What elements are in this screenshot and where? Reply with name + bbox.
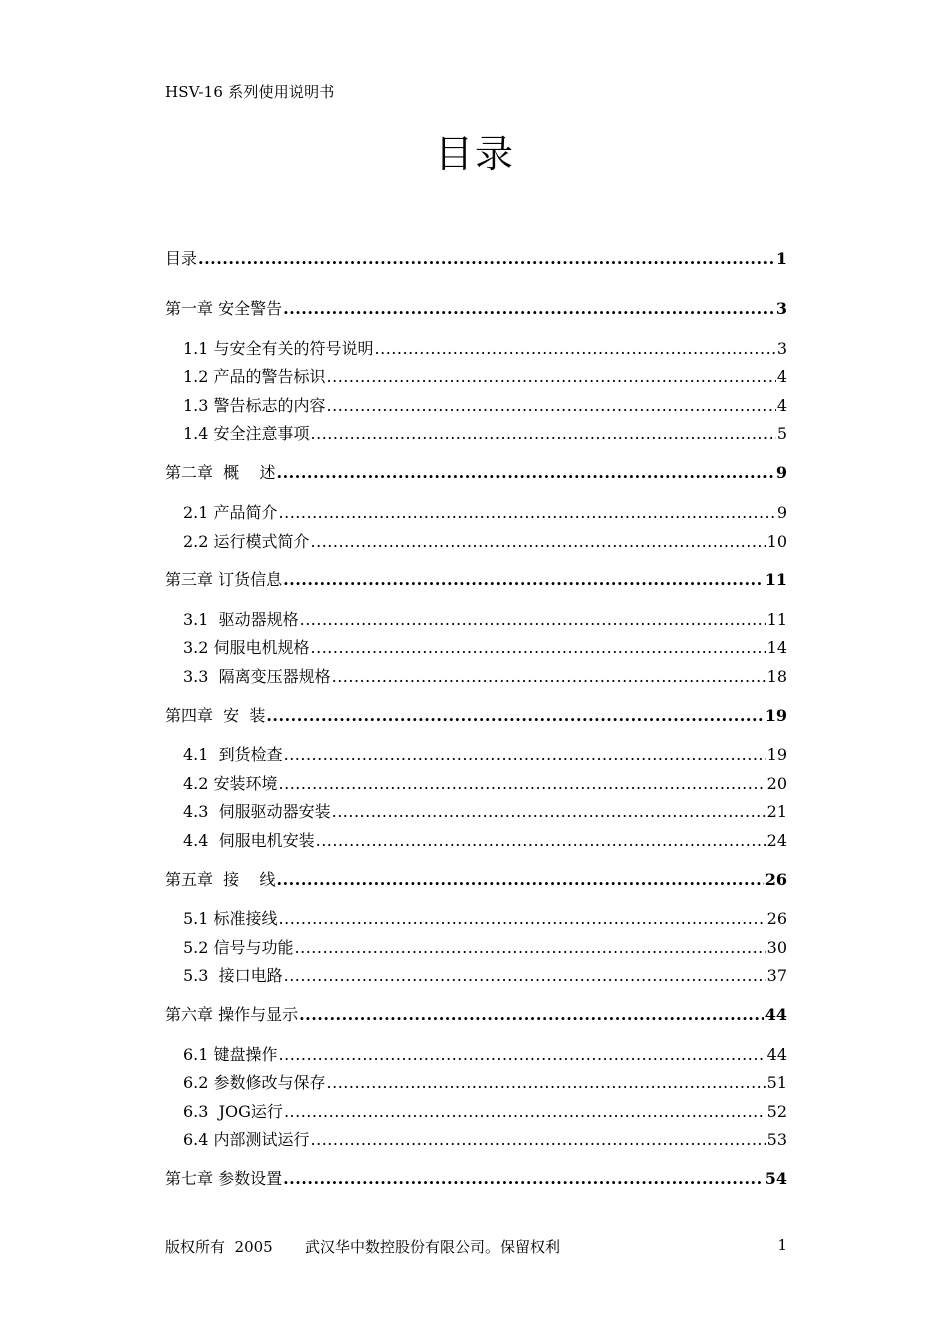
toc-entry-label: 4.2 安装环境 [183,774,278,793]
toc-entry-label: 第七章 参数设置 [165,1169,283,1188]
toc-entry-section-4-1[interactable] [183,742,787,765]
toc-entry-section-5-2[interactable] [183,935,787,958]
toc-entry-label: 5.3 接口电路 [183,966,283,985]
toc-entry-chapter-5[interactable] [165,867,787,890]
toc-entry-label: 目录 [165,249,198,268]
toc-leader-dots [279,503,776,522]
toc-entry-page: 51 [766,1073,787,1092]
toc-entry-label: 6.4 内部测试运行 [183,1130,310,1149]
toc-entry-page: 19 [766,745,787,764]
toc-entry-page: 26 [766,909,787,928]
toc-entry-section-4-3[interactable] [183,799,787,822]
toc-entry-chapter-6[interactable] [165,1002,787,1025]
toc-entry-section-6-3[interactable] [183,1099,787,1122]
toc-entry-section-2-2[interactable] [183,529,787,552]
toc-entry-page: 37 [766,966,787,985]
toc-entry-page: 9 [775,463,787,482]
toc-entry-label: 1.1 与安全有关的符号说明 [183,339,374,358]
toc-entry-label: 第六章 操作与显示 [165,1005,299,1024]
toc-entry-section-6-2[interactable] [183,1070,787,1093]
toc-entry-page: 5 [776,424,787,443]
toc-entry-section-2-1[interactable] [183,500,787,523]
toc-entry-section-1-1[interactable] [183,336,787,359]
toc-leader-dots [279,909,766,928]
toc-entry-label: 4.3 伺服驱动器安装 [183,802,331,821]
toc-leader-dots [311,638,766,657]
toc-entry-page: 18 [766,667,787,686]
toc-entry-label: 2.1 产品简介 [183,503,278,522]
toc-entry-page: 26 [764,870,787,889]
toc-entry-label: 1.2 产品的警告标识 [183,367,326,386]
toc-leader-dots [295,938,766,957]
page-title: 目录 [434,132,515,176]
toc-leader-dots [284,1102,766,1121]
toc-entry-page: 3 [775,299,787,318]
toc-entry-label: 2.2 运行模式简介 [183,532,310,551]
toc-entry-label: 第二章 概 述 [165,463,276,482]
toc-leader-dots [311,532,766,551]
toc-leader-dots [327,367,776,386]
toc-entry-section-3-1[interactable] [183,607,787,630]
toc-leader-dots [283,570,764,589]
toc-entry-label: 1.4 安全注意事项 [183,424,310,443]
toc-entry-chapter-7[interactable] [165,1166,787,1189]
toc-entry-section-4-2[interactable] [183,771,787,794]
toc-entry-chapter-2[interactable] [165,460,787,483]
page-header: HSV-16 系列使用说明书 [165,83,335,101]
toc-leader-dots [332,802,766,821]
toc-entry-page: 19 [764,706,787,725]
toc-entry-label: 5.2 信号与功能 [183,938,294,957]
toc-leader-dots [283,1169,764,1188]
toc-leader-dots [198,249,775,268]
toc-entry-section-6-4[interactable] [183,1127,787,1150]
toc-entry-page: 44 [764,1005,787,1024]
toc-entry-label: 4.4 伺服电机安装 [183,831,315,850]
toc-entry-chapter-1[interactable] [165,296,787,319]
toc-entry-page: 10 [766,532,787,551]
toc-entry-section-1-2[interactable] [183,364,787,387]
toc-entry-label: 第一章 安全警告 [165,299,283,318]
toc-entry-page: 11 [766,610,787,629]
toc-leader-dots [277,463,775,482]
toc-leader-dots [299,1005,764,1024]
toc-leader-dots [266,706,763,725]
toc-entry-label: 4.1 到货检查 [183,745,283,764]
toc-entry-label: 6.3 JOG运行 [183,1102,283,1121]
toc-entry-section-1-3[interactable] [183,393,787,416]
toc-entry-page: 54 [764,1169,787,1188]
toc-entry-page: 4 [776,396,787,415]
toc-entry-section-5-3[interactable] [183,963,787,986]
toc-leader-dots [300,610,766,629]
toc-leader-dots [332,667,766,686]
toc-entry-label: 3.1 驱动器规格 [183,610,299,629]
toc-leader-dots [327,396,776,415]
toc-leader-dots [277,870,764,889]
toc-leader-dots [311,424,776,443]
toc-entry-contents[interactable] [165,246,787,269]
toc-entry-label: 第四章 安 装 [165,706,266,725]
toc-entry-label: 3.2 伺服电机规格 [183,638,310,657]
toc-entry-chapter-3[interactable] [165,567,787,590]
toc-entry-section-4-4[interactable] [183,828,787,851]
toc-entry-page: 24 [766,831,787,850]
toc-entry-section-3-2[interactable] [183,635,787,658]
toc-entry-section-5-1[interactable] [183,906,787,929]
toc-leader-dots [375,339,776,358]
toc-entry-page: 3 [776,339,787,358]
toc-leader-dots [279,1045,766,1064]
toc-entry-page: 53 [766,1130,787,1149]
toc-leader-dots [311,1130,766,1149]
toc-leader-dots [316,831,766,850]
toc-entry-page: 4 [776,367,787,386]
footer-company: 武汉华中数控股份有限公司。保留权利 [305,1238,561,1256]
toc-leader-dots [279,774,766,793]
toc-entry-page: 20 [766,774,787,793]
toc-entry-chapter-4[interactable] [165,703,787,726]
toc-entry-label: 5.1 标准接线 [183,909,278,928]
toc-entry-page: 11 [764,570,787,589]
toc-entry-label: 6.2 参数修改与保存 [183,1073,326,1092]
toc-entry-label: 1.3 警告标志的内容 [183,396,326,415]
footer-page-number: 1 [777,1236,787,1254]
toc-entry-label: 3.3 隔离变压器规格 [183,667,331,686]
toc-entry-page: 14 [766,638,787,657]
toc-entry-label: 第三章 订货信息 [165,570,283,589]
toc-entry-label: 第五章 接 线 [165,870,276,889]
toc-entry-page: 21 [766,802,787,821]
toc-leader-dots [327,1073,766,1092]
toc-entry-page: 52 [766,1102,787,1121]
toc-entry-page: 30 [766,938,787,957]
toc-entry-page: 44 [766,1045,787,1064]
toc-entry-page: 9 [776,503,787,522]
toc-leader-dots [284,745,766,764]
toc-entry-section-1-4[interactable] [183,421,787,444]
toc-entry-section-6-1[interactable] [183,1042,787,1065]
toc-leader-dots [283,299,775,318]
footer-copyright: 版权所有 2005 [165,1238,273,1256]
toc-entry-page: 1 [775,249,787,268]
toc-leader-dots [284,966,766,985]
toc-entry-section-3-3[interactable] [183,664,787,687]
toc-entry-label: 6.1 键盘操作 [183,1045,278,1064]
